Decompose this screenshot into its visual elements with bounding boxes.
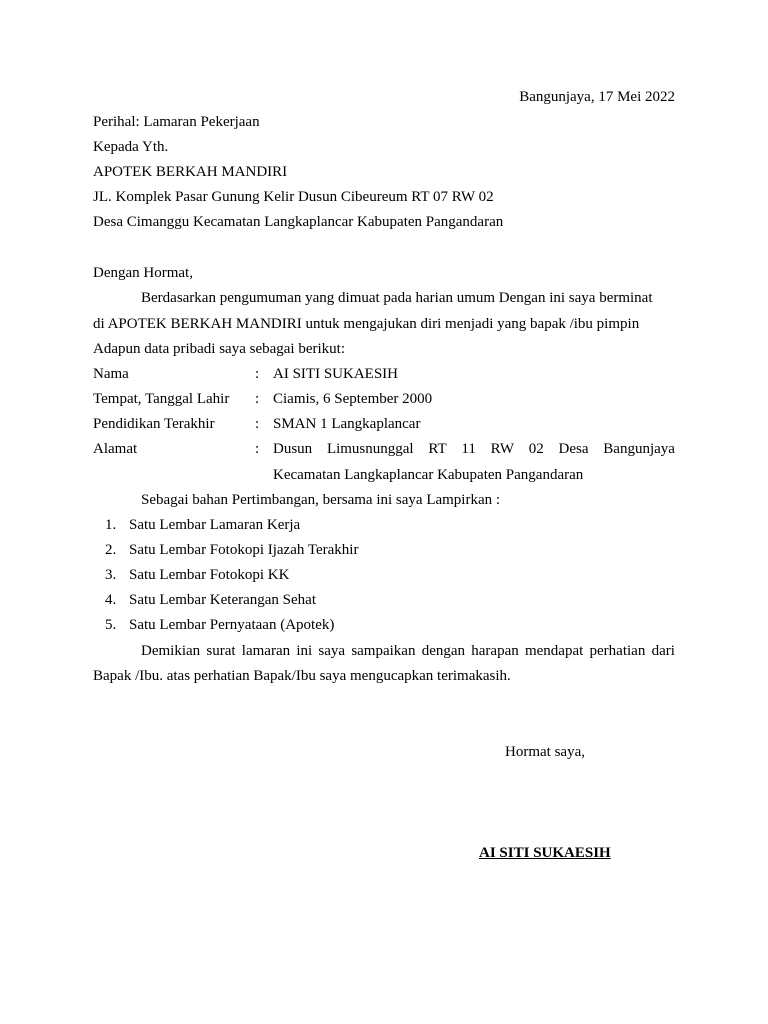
birth-label: Tempat, Tanggal Lahir [93, 391, 230, 407]
list-item: Satu Lembar Lamaran Kerja [129, 517, 301, 533]
list-item-number: 4. [105, 592, 117, 608]
address-word: Desa [558, 441, 589, 457]
education-colon: : [255, 416, 260, 432]
closing-word: Demikian [141, 643, 201, 659]
closing-word: ini [296, 643, 313, 659]
address-word: RW [490, 441, 514, 457]
birth-value: Ciamis, 6 September 2000 [273, 391, 433, 407]
address-word: 11 [461, 441, 476, 457]
address-colon: : [255, 441, 260, 457]
closing-paragraph-line1 [141, 642, 675, 660]
address-label: Alamat [93, 441, 138, 457]
greeting: Dengan Hormat, [93, 265, 193, 281]
list-item: Satu Lembar Fotokopi Ijazah Terakhir [129, 542, 359, 558]
intro-paragraph-line2: di APOTEK BERKAH MANDIRI untuk mengajukan diri menjadi yang bapak /ibu pimpin [93, 316, 640, 332]
address-word: 02 [528, 441, 544, 457]
closing-word: mendapat [524, 643, 584, 659]
intro-paragraph-line3: Adapun data pribadi saya sebagai berikut: [93, 341, 345, 357]
address-value-line1 [273, 440, 675, 458]
address-word: Dusun [273, 441, 313, 457]
closing-word: sampaikan [351, 643, 416, 659]
closing-word: surat [206, 643, 236, 659]
closing-word: lamaran [241, 643, 291, 659]
closing-word: dengan [421, 643, 466, 659]
closing-word: perhatian [589, 643, 646, 659]
list-item: Satu Lembar Fotokopi KK [129, 567, 290, 583]
intro-paragraph-line1: Berdasarkan pengumuman yang dimuat pada harian umum Dengan ini saya berminat [141, 290, 653, 306]
birth-colon: : [255, 391, 260, 407]
closing-paragraph-line2: Bapak /Ibu. atas perhatian Bapak/Ibu saya mengucapkan terimakasih. [93, 668, 511, 684]
list-item-number: 3. [105, 567, 117, 583]
name-label: Nama [93, 366, 129, 382]
education-label: Pendidikan Terakhir [93, 416, 215, 432]
list-item-number: 2. [105, 542, 117, 558]
signature-name: AI SITI SUKAESIH [479, 845, 611, 861]
closing-word: saya [318, 643, 346, 659]
recipient-name: APOTEK BERKAH MANDIRI [93, 164, 288, 180]
list-item: Satu Lembar Pernyataan (Apotek) [129, 617, 335, 633]
list-item-number: 5. [105, 617, 117, 633]
recipient-address-line1: JL. Komplek Pasar Gunung Kelir Dusun Cibeureum RT 07 RW 02 [93, 189, 494, 205]
sign-off: Hormat saya, [505, 744, 585, 760]
recipient-prefix: Kepada Yth. [93, 139, 169, 155]
subject-line: Perihal: Lamaran Pekerjaan [93, 114, 260, 130]
address-value-line2: Kecamatan Langkaplancar Kabupaten Pangandaran [273, 467, 584, 483]
address-word: Limusnunggal [326, 441, 414, 457]
list-item: Satu Lembar Keterangan Sehat [129, 592, 317, 608]
closing-word: dari [651, 643, 675, 659]
list-item-number: 1. [105, 517, 117, 533]
address-word: RT [428, 441, 447, 457]
name-value: AI SITI SUKAESIH [273, 366, 398, 382]
education-value: SMAN 1 Langkaplancar [273, 416, 421, 432]
name-colon: : [255, 366, 260, 382]
recipient-address-line2: Desa Cimanggu Kecamatan Langkaplancar Kabupaten Pangandaran [93, 214, 504, 230]
place-date: Bangunjaya, 17 Mei 2022 [519, 89, 675, 105]
address-word: Bangunjaya [603, 441, 675, 457]
closing-word: harapan [471, 643, 519, 659]
attachments-intro: Sebagai bahan Pertimbangan, bersama ini saya Lampirkan : [141, 492, 501, 508]
